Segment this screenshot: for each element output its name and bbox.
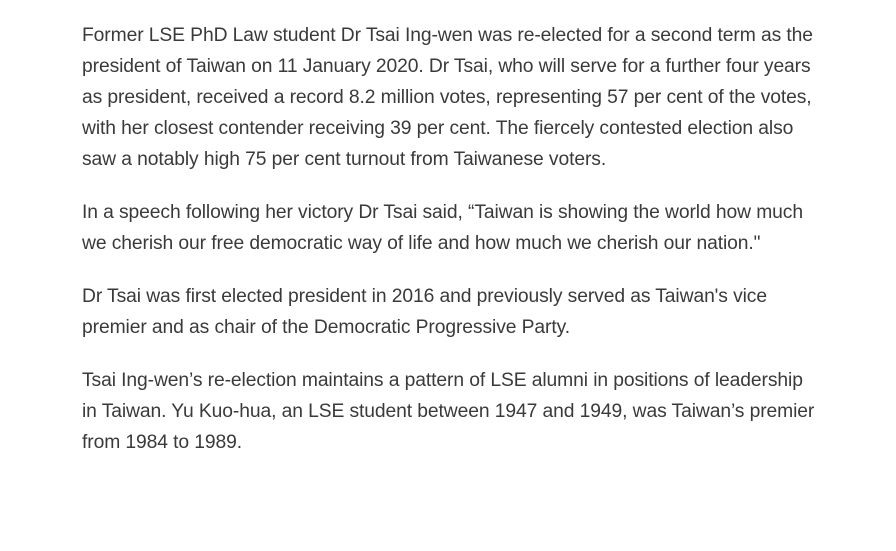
article-paragraph-4: Tsai Ing-wen’s re-election maintains a pattern of LSE alumni in positions of leadership in Taiwan. Yu Kuo-hua, an LSE student between 1947 and 1949, was Taiwan’s premier from 1984 to 1989. bbox=[82, 370, 815, 453]
article-body bbox=[82, 20, 822, 480]
article-paragraph-3: Dr Tsai was first elected president in 2016 and previously served as Taiwan's vice premier and as chair of the Democratic Progressive Party. bbox=[82, 286, 767, 338]
article-paragraph-1: Former LSE PhD Law student Dr Tsai Ing-wen was re-elected for a second term as the president of Taiwan on 11 January 2020. Dr Tsai, who will serve for a further four years as president, received a record 8.2 million votes, representing 57 per cent of the votes, with her closest contender receiving 39 per cent. The fiercely contested election also saw a notably high 75 per cent turnout from Taiwanese voters. bbox=[82, 25, 813, 170]
article-paragraph-2: In a speech following her victory Dr Tsai said, “Taiwan is showing the world how much we cherish our free democratic way of life and how much we cherish our nation." bbox=[82, 202, 803, 254]
